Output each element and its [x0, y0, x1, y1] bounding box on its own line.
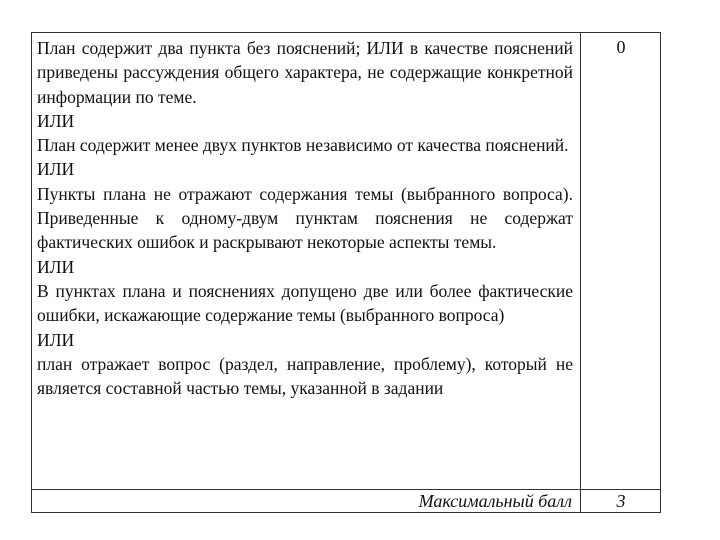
row-divider [32, 489, 660, 490]
criterion-text: Пункты плана не отражают содержания темы (выбранного вопроса). Приведенные к одному-двум пунктам пояснения не содержат фактических ошибок и раскрывают некоторые аспекты темы. [37, 183, 573, 253]
max-score-value: 3 [616, 491, 626, 511]
or-separator: ИЛИ [37, 256, 75, 277]
criterion-text: План содержит два пункта без пояснений; ИЛИ в качестве пояснений приведены рассуждения общего характера, не содержащие конкретной информации по теме. [37, 38, 573, 107]
or-separator: ИЛИ [37, 159, 75, 180]
criterion-text: В пунктах плана и пояснениях допущено две или более фактические ошибки, искажающие содержание темы (выбранного вопроса) [37, 280, 573, 326]
column-divider [580, 33, 581, 512]
criterion-text: план отражает вопрос (раздел, направление, проблему), который не является составной частью темы, указанной в задании [37, 353, 573, 399]
criteria-cell [37, 36, 573, 400]
score-value: 0 [616, 37, 626, 57]
max-score-label: Максимальный балл [418, 491, 572, 511]
criteria-table [31, 32, 661, 513]
or-separator: ИЛИ [37, 110, 75, 131]
or-separator: ИЛИ [37, 329, 75, 350]
criterion-text: План содержит менее двух пунктов независимо от качества пояснений. [37, 135, 569, 156]
